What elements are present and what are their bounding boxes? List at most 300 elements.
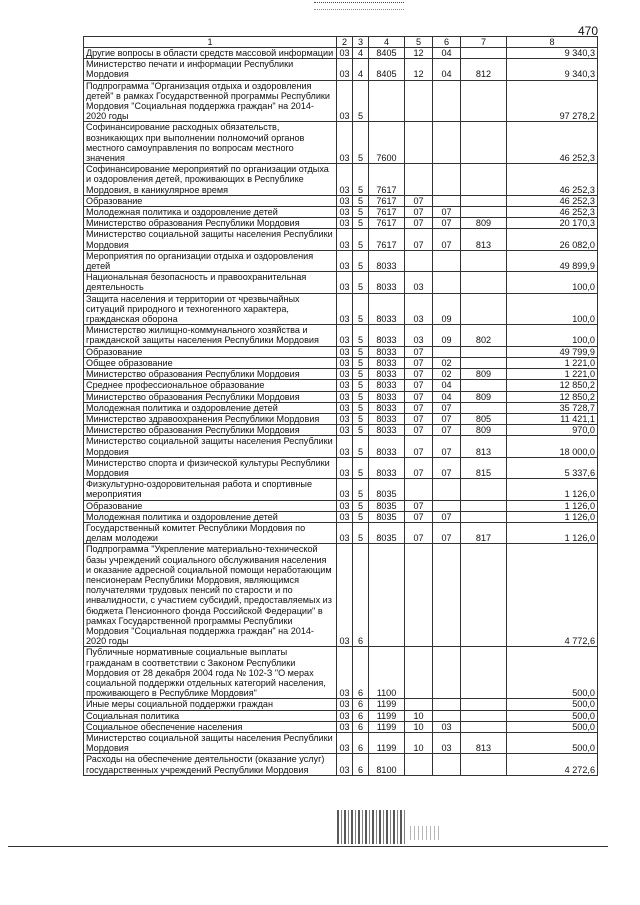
row-code-cell: 02 (433, 357, 461, 368)
table-row (84, 522, 598, 543)
row-name-cell: Софинансирование мероприятий по организации отдыха и оздоровления детей, проживающих в Республике Мордовия, в каникулярное время (84, 164, 337, 196)
row-code-cell (405, 754, 433, 775)
column-header: 2 (337, 37, 353, 48)
table-row (84, 402, 598, 413)
table-row (84, 699, 598, 710)
row-code-cell: 8033 (369, 293, 405, 325)
row-code-cell: 809 (461, 369, 507, 380)
row-code-cell: 8033 (369, 391, 405, 402)
row-code-cell: 03 (337, 164, 353, 196)
row-amount-cell: 35 728,7 (507, 402, 598, 413)
row-code-cell (433, 346, 461, 357)
row-code-cell: 03 (337, 699, 353, 710)
row-code-cell (461, 122, 507, 164)
row-code-cell: 8033 (369, 250, 405, 271)
row-code-cell (433, 699, 461, 710)
row-amount-cell: 26 082,0 (507, 229, 598, 250)
row-code-cell: 03 (337, 500, 353, 511)
table-row (84, 369, 598, 380)
row-name-cell: Социальное обеспечение населения (84, 721, 337, 732)
row-code-cell: 04 (433, 59, 461, 80)
row-code-cell: 03 (337, 122, 353, 164)
row-code-cell: 8405 (369, 59, 405, 80)
row-code-cell: 03 (337, 380, 353, 391)
row-code-cell: 03 (337, 457, 353, 478)
row-code-cell: 5 (353, 500, 369, 511)
row-code-cell: 8033 (369, 380, 405, 391)
row-name-cell: Молодежная политика и оздоровление детей (84, 402, 337, 413)
table-row (84, 218, 598, 229)
row-code-cell: 5 (353, 511, 369, 522)
table-row (84, 479, 598, 500)
row-code-cell: 5 (353, 164, 369, 196)
row-code-cell: 813 (461, 733, 507, 754)
table-row (84, 346, 598, 357)
row-code-cell: 07 (405, 425, 433, 436)
row-code-cell: 07 (405, 195, 433, 206)
row-name-cell: Защита населения и территории от чрезвычайных ситуаций природного и техногенного характера, гражданская оборона (84, 293, 337, 325)
row-code-cell: 5 (353, 218, 369, 229)
table-row (84, 457, 598, 478)
row-code-cell (405, 479, 433, 500)
row-code-cell: 6 (353, 754, 369, 775)
column-header: 8 (507, 37, 598, 48)
row-code-cell: 07 (433, 511, 461, 522)
row-code-cell (433, 647, 461, 699)
row-amount-cell: 500,0 (507, 710, 598, 721)
scan-artifact (337, 810, 407, 844)
row-name-cell: Министерство социальной защиты населения Республики Мордовия (84, 436, 337, 457)
row-amount-cell: 100,0 (507, 325, 598, 346)
row-code-cell (433, 544, 461, 647)
row-code-cell (405, 544, 433, 647)
row-code-cell: 7617 (369, 207, 405, 218)
row-code-cell (433, 250, 461, 271)
row-amount-cell: 1 221,0 (507, 357, 598, 368)
table-row (84, 357, 598, 368)
row-code-cell: 6 (353, 699, 369, 710)
row-code-cell: 5 (353, 413, 369, 424)
row-code-cell: 03 (337, 413, 353, 424)
row-code-cell: 03 (337, 647, 353, 699)
row-name-cell: Социальная политика (84, 710, 337, 721)
row-amount-cell: 1 126,0 (507, 522, 598, 543)
row-code-cell: 03 (337, 80, 353, 122)
row-code-cell (405, 250, 433, 271)
row-code-cell: 03 (337, 369, 353, 380)
budget-table (83, 36, 598, 776)
row-code-cell (433, 122, 461, 164)
row-code-cell: 07 (433, 413, 461, 424)
row-name-cell: Молодежная политика и оздоровление детей (84, 511, 337, 522)
row-code-cell (405, 647, 433, 699)
row-name-cell: Министерство образования Республики Мордовия (84, 425, 337, 436)
row-code-cell (461, 754, 507, 775)
row-name-cell: Расходы на обеспечение деятельности (оказание услуг) государственных учреждений Республики Мордовия (84, 754, 337, 775)
table-row (84, 229, 598, 250)
row-code-cell (433, 754, 461, 775)
row-code-cell: 5 (353, 346, 369, 357)
row-code-cell: 09 (433, 293, 461, 325)
row-code-cell: 07 (405, 402, 433, 413)
row-name-cell: Министерство образования Республики Мордовия (84, 369, 337, 380)
row-code-cell (405, 122, 433, 164)
row-amount-cell: 500,0 (507, 721, 598, 732)
row-code-cell (461, 195, 507, 206)
row-code-cell: 10 (405, 721, 433, 732)
row-code-cell: 07 (433, 425, 461, 436)
row-name-cell: Иные меры социальной поддержки граждан (84, 699, 337, 710)
row-code-cell: 4 (353, 48, 369, 59)
table-row (84, 164, 598, 196)
row-code-cell (461, 207, 507, 218)
row-code-cell (461, 647, 507, 699)
row-code-cell (461, 357, 507, 368)
row-name-cell: Министерство социальной защиты населения Республики Мордовия (84, 229, 337, 250)
row-code-cell: 03 (337, 325, 353, 346)
row-code-cell: 07 (433, 229, 461, 250)
column-header: 7 (461, 37, 507, 48)
row-code-cell: 5 (353, 436, 369, 457)
row-code-cell: 1100 (369, 647, 405, 699)
row-code-cell: 7617 (369, 218, 405, 229)
row-code-cell: 03 (337, 346, 353, 357)
row-code-cell: 03 (337, 436, 353, 457)
row-name-cell: Софинансирование расходных обязательств, возникающих при выполнении полномочий органов местного самоуправления по вопросам местного значения (84, 122, 337, 164)
row-code-cell: 7600 (369, 122, 405, 164)
row-name-cell: Мероприятия по организации отдыха и оздоровления детей (84, 250, 337, 271)
row-amount-cell: 18 000,0 (507, 436, 598, 457)
row-code-cell: 805 (461, 413, 507, 424)
row-code-cell: 5 (353, 357, 369, 368)
row-name-cell: Национальная безопасность и правоохранительная деятельность (84, 272, 337, 293)
row-code-cell: 8033 (369, 369, 405, 380)
row-code-cell: 03 (337, 754, 353, 775)
row-code-cell (461, 80, 507, 122)
table-row (84, 500, 598, 511)
row-code-cell: 07 (405, 413, 433, 424)
row-code-cell: 813 (461, 229, 507, 250)
table-row (84, 122, 598, 164)
row-amount-cell: 46 252,3 (507, 164, 598, 196)
row-code-cell (461, 544, 507, 647)
table-row (84, 59, 598, 80)
row-code-cell: 03 (337, 544, 353, 647)
row-code-cell: 03 (433, 733, 461, 754)
row-code-cell: 7617 (369, 164, 405, 196)
row-code-cell: 6 (353, 721, 369, 732)
row-name-cell: Министерство спорта и физической культуры Республики Мордовия (84, 457, 337, 478)
row-code-cell: 5 (353, 293, 369, 325)
row-code-cell (461, 380, 507, 391)
row-code-cell: 07 (405, 357, 433, 368)
row-code-cell (369, 80, 405, 122)
page-bottom-rule (8, 846, 608, 847)
table-row (84, 325, 598, 346)
row-code-cell: 03 (405, 272, 433, 293)
row-code-cell: 5 (353, 80, 369, 122)
row-code-cell (461, 250, 507, 271)
row-code-cell (461, 272, 507, 293)
row-amount-cell: 1 126,0 (507, 511, 598, 522)
column-header: 5 (405, 37, 433, 48)
row-name-cell: Физкультурно-оздоровительная работа и спортивные мероприятия (84, 479, 337, 500)
row-code-cell: 8033 (369, 357, 405, 368)
table-row (84, 544, 598, 647)
row-code-cell: 8035 (369, 522, 405, 543)
row-name-cell: Министерство образования Республики Мордовия (84, 218, 337, 229)
row-amount-cell: 100,0 (507, 272, 598, 293)
table-body (84, 48, 598, 776)
row-code-cell (461, 710, 507, 721)
row-amount-cell: 500,0 (507, 699, 598, 710)
row-name-cell: Образование (84, 346, 337, 357)
row-code-cell: 5 (353, 369, 369, 380)
row-code-cell: 07 (433, 218, 461, 229)
row-code-cell: 09 (433, 325, 461, 346)
row-code-cell: 07 (405, 500, 433, 511)
row-code-cell (433, 479, 461, 500)
row-code-cell (433, 500, 461, 511)
table-row (84, 195, 598, 206)
row-code-cell: 03 (337, 721, 353, 732)
row-code-cell: 03 (337, 710, 353, 721)
row-code-cell: 8035 (369, 479, 405, 500)
row-amount-cell: 49 799,9 (507, 346, 598, 357)
table-row (84, 710, 598, 721)
row-code-cell: 5 (353, 402, 369, 413)
row-code-cell: 8033 (369, 325, 405, 346)
row-code-cell (461, 346, 507, 357)
table-row (84, 80, 598, 122)
row-code-cell: 07 (405, 436, 433, 457)
column-header: 4 (369, 37, 405, 48)
row-code-cell (461, 699, 507, 710)
column-header: 3 (353, 37, 369, 48)
row-code-cell (461, 479, 507, 500)
row-code-cell (433, 272, 461, 293)
row-amount-cell: 12 850,2 (507, 380, 598, 391)
table-row (84, 293, 598, 325)
row-code-cell: 07 (433, 402, 461, 413)
row-code-cell: 12 (405, 59, 433, 80)
row-code-cell: 07 (405, 380, 433, 391)
row-code-cell: 10 (405, 710, 433, 721)
row-code-cell: 5 (353, 522, 369, 543)
row-code-cell: 5 (353, 122, 369, 164)
row-code-cell: 5 (353, 479, 369, 500)
row-amount-cell: 4 772,6 (507, 544, 598, 647)
row-code-cell (433, 710, 461, 721)
row-amount-cell: 100,0 (507, 293, 598, 325)
row-code-cell: 07 (405, 369, 433, 380)
row-code-cell (405, 699, 433, 710)
row-name-cell: Среднее профессиональное образование (84, 380, 337, 391)
row-code-cell: 4 (353, 59, 369, 80)
row-code-cell: 1199 (369, 699, 405, 710)
row-code-cell: 03 (337, 48, 353, 59)
row-code-cell: 815 (461, 457, 507, 478)
row-code-cell: 5 (353, 325, 369, 346)
row-code-cell: 813 (461, 436, 507, 457)
row-amount-cell: 11 421,1 (507, 413, 598, 424)
row-code-cell: 03 (337, 391, 353, 402)
row-code-cell: 8033 (369, 436, 405, 457)
row-code-cell: 03 (337, 357, 353, 368)
row-code-cell: 1199 (369, 710, 405, 721)
row-code-cell: 03 (337, 402, 353, 413)
table-row (84, 647, 598, 699)
row-code-cell: 07 (405, 218, 433, 229)
row-amount-cell: 46 252,3 (507, 207, 598, 218)
row-code-cell (405, 164, 433, 196)
row-name-cell: Другие вопросы в области средств массовой информации (84, 48, 337, 59)
row-amount-cell: 20 170,3 (507, 218, 598, 229)
row-name-cell: Молодежная политика и оздоровление детей (84, 207, 337, 218)
row-code-cell (461, 164, 507, 196)
table-row (84, 425, 598, 436)
row-code-cell: 03 (337, 218, 353, 229)
row-code-cell: 8033 (369, 346, 405, 357)
row-code-cell: 07 (405, 391, 433, 402)
row-code-cell: 03 (337, 207, 353, 218)
row-code-cell: 5 (353, 195, 369, 206)
row-code-cell: 03 (337, 250, 353, 271)
row-code-cell: 03 (337, 59, 353, 80)
row-code-cell: 817 (461, 522, 507, 543)
row-code-cell: 812 (461, 59, 507, 80)
row-code-cell: 8035 (369, 500, 405, 511)
row-code-cell: 809 (461, 218, 507, 229)
row-code-cell: 7617 (369, 195, 405, 206)
row-name-cell: Министерство печати и информации Республики Мордовия (84, 59, 337, 80)
row-code-cell: 03 (337, 479, 353, 500)
column-header: 6 (433, 37, 461, 48)
row-code-cell: 5 (353, 425, 369, 436)
row-code-cell: 03 (337, 229, 353, 250)
row-code-cell: 04 (433, 391, 461, 402)
row-code-cell: 04 (433, 48, 461, 59)
row-code-cell: 03 (337, 522, 353, 543)
table-row (84, 391, 598, 402)
row-amount-cell: 1 126,0 (507, 479, 598, 500)
row-code-cell: 07 (405, 511, 433, 522)
row-code-cell: 07 (433, 207, 461, 218)
row-code-cell: 5 (353, 391, 369, 402)
row-code-cell: 07 (433, 436, 461, 457)
row-code-cell: 03 (405, 325, 433, 346)
row-name-cell: Подпрограмма "Укрепление материально-технической базы учреждений социального обслуживания населения и оказание адресной социальной помощи неработающим пенсионерам Республики Мордовия, являющимся получателями трудовых пенсий по старости и по инвалидности, с участием субсидий, предоставляемых из бюджета Пенсионного фонда Российской Федерации" в рамках Государственной программы Республики Мордовия "Социальная поддержка граждан" на 2014-2020 годы (84, 544, 337, 647)
row-code-cell: 03 (337, 293, 353, 325)
table-row (84, 250, 598, 271)
table-row (84, 754, 598, 775)
row-code-cell (461, 500, 507, 511)
row-code-cell: 03 (337, 425, 353, 436)
table-row (84, 272, 598, 293)
table-row (84, 436, 598, 457)
row-code-cell: 03 (337, 195, 353, 206)
row-code-cell (433, 80, 461, 122)
row-code-cell: 10 (405, 733, 433, 754)
row-name-cell: Общее образование (84, 357, 337, 368)
table-row (84, 48, 598, 59)
row-code-cell (369, 544, 405, 647)
scan-top-mark (314, 2, 404, 10)
row-code-cell: 1199 (369, 733, 405, 754)
row-code-cell: 12 (405, 48, 433, 59)
page-number: 470 (578, 24, 599, 38)
row-amount-cell: 49 899,9 (507, 250, 598, 271)
row-code-cell: 5 (353, 250, 369, 271)
row-amount-cell: 9 340,3 (507, 48, 598, 59)
row-code-cell: 6 (353, 733, 369, 754)
row-code-cell: 8100 (369, 754, 405, 775)
row-code-cell: 07 (405, 457, 433, 478)
row-code-cell: 07 (405, 229, 433, 250)
row-code-cell: 8033 (369, 413, 405, 424)
row-name-cell: Образование (84, 500, 337, 511)
row-code-cell: 03 (337, 511, 353, 522)
row-code-cell (405, 80, 433, 122)
row-amount-cell: 1 221,0 (507, 369, 598, 380)
table-row (84, 511, 598, 522)
row-name-cell: Образование (84, 195, 337, 206)
table-header-row (84, 37, 598, 48)
row-name-cell: Министерство здравоохранения Республики Мордовия (84, 413, 337, 424)
row-code-cell: 5 (353, 229, 369, 250)
row-amount-cell: 46 252,3 (507, 195, 598, 206)
row-code-cell: 6 (353, 710, 369, 721)
row-code-cell (433, 164, 461, 196)
table-row (84, 413, 598, 424)
row-amount-cell: 5 337,6 (507, 457, 598, 478)
row-code-cell: 809 (461, 425, 507, 436)
row-code-cell: 8033 (369, 425, 405, 436)
row-amount-cell: 1 126,0 (507, 500, 598, 511)
row-code-cell (433, 195, 461, 206)
row-name-cell: Подпрограмма "Организация отдыха и оздоровления детей" в рамках Государственной программы Республики Мордовия "Социальная поддержка граждан" на 2014-2020 годы (84, 80, 337, 122)
row-code-cell: 03 (337, 272, 353, 293)
row-amount-cell: 970,0 (507, 425, 598, 436)
row-code-cell: 8405 (369, 48, 405, 59)
table-row (84, 721, 598, 732)
row-code-cell: 02 (433, 369, 461, 380)
row-code-cell (461, 48, 507, 59)
row-amount-cell: 500,0 (507, 647, 598, 699)
row-code-cell (461, 511, 507, 522)
row-code-cell: 5 (353, 380, 369, 391)
row-code-cell: 03 (337, 733, 353, 754)
row-amount-cell: 46 252,3 (507, 122, 598, 164)
table-row (84, 380, 598, 391)
row-amount-cell: 12 850,2 (507, 391, 598, 402)
row-name-cell: Государственный комитет Республики Мордовия по делам молодежи (84, 522, 337, 543)
row-code-cell: 04 (433, 380, 461, 391)
row-amount-cell: 9 340,3 (507, 59, 598, 80)
row-amount-cell: 500,0 (507, 733, 598, 754)
row-code-cell: 5 (353, 272, 369, 293)
row-code-cell (461, 293, 507, 325)
row-code-cell: 8033 (369, 457, 405, 478)
row-code-cell: 8033 (369, 402, 405, 413)
row-code-cell (461, 402, 507, 413)
row-amount-cell: 4 272,6 (507, 754, 598, 775)
row-code-cell: 802 (461, 325, 507, 346)
row-code-cell: 809 (461, 391, 507, 402)
row-code-cell: 8035 (369, 511, 405, 522)
row-code-cell: 7617 (369, 229, 405, 250)
scan-artifact-small (410, 826, 440, 840)
